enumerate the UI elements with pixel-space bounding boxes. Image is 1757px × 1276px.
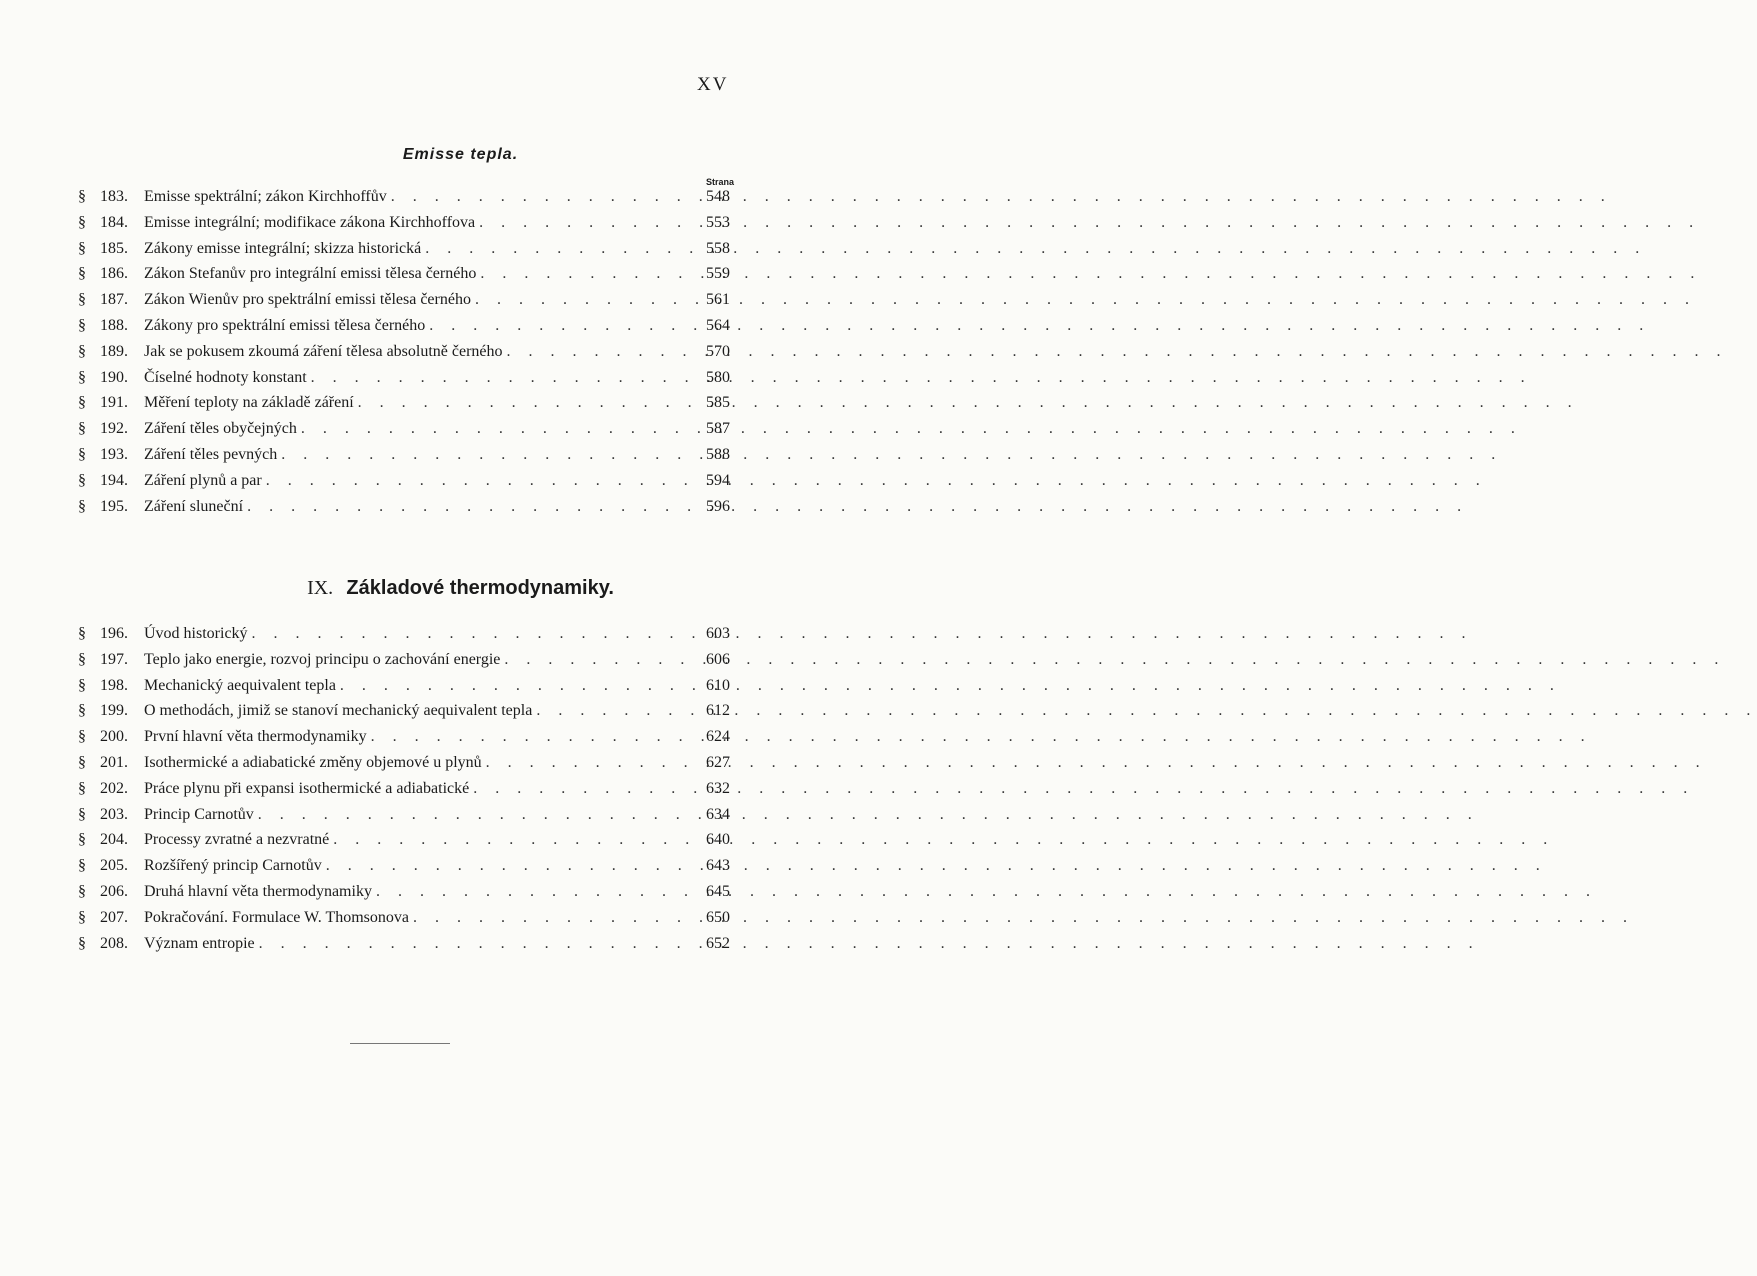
entry-page: 652	[706, 934, 730, 952]
toc-list-thermodynamika	[78, 625, 730, 960]
section-num: 203.	[100, 805, 128, 823]
section-sign: §	[78, 934, 86, 952]
dot-leader	[301, 420, 692, 438]
entry-title: Jak se pokusem zkoumá záření tělesa absolutně černého	[144, 342, 503, 360]
entry-title: Záření těles obyčejných	[144, 420, 297, 438]
section-number	[78, 240, 144, 258]
section-number	[78, 291, 144, 309]
section-number	[78, 857, 144, 875]
entry-title: O methodách, jimiž se stanoví mechanický aequivalent tepla	[144, 702, 533, 720]
entry-page: 564	[706, 316, 730, 334]
dot-leader	[247, 498, 692, 516]
entry-page: 585	[706, 394, 730, 412]
section-sign: §	[78, 291, 86, 309]
entry-title: Zákon Wienův pro spektrální emissi tělesa černého	[144, 291, 471, 309]
dot-leader	[475, 291, 692, 309]
entry-title: Zákon Stefanův pro integrální emissi tělesa černého	[144, 265, 477, 283]
entry-page: 643	[706, 857, 730, 875]
section-sign: §	[78, 394, 86, 412]
section-num: 190.	[100, 368, 128, 386]
section-num: 184.	[100, 213, 128, 231]
section-sign: §	[78, 728, 86, 746]
entry-title: Emisse spektrální; zákon Kirchhoffův	[144, 188, 387, 205]
section-num: 189.	[100, 342, 128, 360]
entry-page: 594	[706, 471, 730, 489]
toc-entry	[78, 446, 730, 472]
entry-page: 558	[706, 239, 730, 257]
section-num: 188.	[100, 316, 128, 334]
section-sign: §	[78, 650, 86, 668]
entry-page: 570	[706, 342, 730, 360]
entry-page: 612	[706, 702, 730, 720]
entry-title: První hlavní věta thermodynamiky	[144, 728, 367, 746]
dot-leader	[259, 935, 692, 953]
section-num: 201.	[100, 753, 128, 771]
entry-page: 580	[706, 368, 730, 386]
dot-leader	[473, 780, 692, 798]
toc-entry	[78, 420, 730, 446]
entry-page: 640	[706, 831, 730, 849]
toc-entry	[78, 702, 730, 728]
toc-entry	[78, 857, 730, 883]
section-num: 199.	[100, 702, 128, 720]
section-number	[78, 420, 144, 438]
chapter-numeral: IX.	[307, 577, 334, 599]
dot-leader	[504, 651, 692, 669]
toc-entry	[78, 831, 730, 857]
toc-entry	[78, 214, 730, 240]
section-title-thermodynamika	[0, 575, 871, 600]
dot-leader	[507, 343, 692, 361]
entry-title: Teplo jako energie, rozvoj principu o zachování energie	[144, 650, 501, 668]
entry-page: 610	[706, 676, 730, 694]
section-sign: §	[78, 779, 86, 797]
toc-entry	[78, 188, 730, 214]
section-num: 207.	[100, 908, 128, 926]
section-num: 197.	[100, 650, 128, 668]
entry-title: Záření plynů a par	[144, 471, 262, 489]
entry-page: 624	[706, 728, 730, 746]
entry-page: 596	[706, 497, 730, 515]
dot-leader	[340, 677, 692, 695]
section-sign: §	[78, 702, 86, 720]
entry-page: 634	[706, 805, 730, 823]
toc-entry	[78, 472, 730, 498]
section-sign: §	[78, 805, 86, 823]
entry-title: Zákony pro spektrální emissi tělesa černého	[144, 316, 426, 334]
toc-entry	[78, 754, 730, 780]
section-number	[78, 883, 144, 901]
section-sign: §	[78, 676, 86, 694]
section-num: 205.	[100, 857, 128, 875]
section-number	[78, 498, 144, 516]
section-sign: §	[78, 471, 86, 489]
toc-entry	[78, 291, 730, 317]
toc-entry	[78, 343, 730, 369]
section-number	[78, 831, 144, 849]
entry-title: Záření sluneční	[144, 497, 244, 515]
entry-title: Práce plynu při expansi isothermické a adiabatické	[144, 779, 470, 797]
toc-entry	[78, 369, 730, 395]
section-number	[78, 317, 144, 335]
entry-title: Isothermické a adiabatické změny objemové u plynů	[144, 753, 482, 771]
entry-title: Úvod historický	[144, 625, 248, 642]
section-number	[78, 369, 144, 387]
section-num: 193.	[100, 445, 128, 463]
entry-page: 627	[706, 753, 730, 771]
chapter-title: Základové thermodynamiky.	[346, 577, 614, 599]
section-sign: §	[78, 188, 86, 205]
section-number	[78, 188, 144, 206]
section-sign: §	[78, 857, 86, 875]
section-sign: §	[78, 497, 86, 515]
toc-entry	[78, 806, 730, 832]
section-sign: §	[78, 265, 86, 283]
toc-entry	[78, 240, 730, 266]
section-number	[78, 909, 144, 927]
section-sign: §	[78, 882, 86, 900]
section-num: 185.	[100, 239, 128, 257]
toc-entry	[78, 498, 730, 524]
section-sign: §	[78, 625, 86, 642]
entry-title: Emisse integrální; modifikace zákona Kirchhoffova	[144, 213, 476, 231]
section-number	[78, 446, 144, 464]
section-title-emisse-tepla: Emisse tepla.	[402, 146, 519, 163]
section-number	[78, 394, 144, 412]
entry-title: Princip Carnotův	[144, 805, 254, 823]
dot-leader	[266, 472, 692, 490]
dot-leader	[413, 909, 692, 927]
dot-leader	[486, 754, 692, 772]
section-num: 200.	[100, 728, 128, 746]
section-number	[78, 472, 144, 490]
entry-title: Processy zvratné a nezvratné	[144, 831, 330, 849]
dot-leader	[358, 394, 692, 412]
section-sign: §	[78, 908, 86, 926]
entry-title: Zákony emisse integrální; skizza historická	[144, 239, 422, 257]
section-num: 194.	[100, 471, 128, 489]
section-num: 195.	[100, 497, 128, 515]
section-number	[78, 806, 144, 824]
section-number	[78, 935, 144, 953]
entry-page: 650	[706, 908, 730, 926]
toc-entry	[78, 677, 730, 703]
entry-page: 561	[706, 291, 730, 309]
toc-entry	[78, 394, 730, 420]
section-number	[78, 265, 144, 283]
dot-leader	[536, 702, 692, 720]
dot-leader	[376, 883, 692, 901]
entry-page: 645	[706, 882, 730, 900]
entry-page: 632	[706, 779, 730, 797]
section-sign: §	[78, 368, 86, 386]
dot-leader	[281, 446, 692, 464]
section-number	[78, 343, 144, 361]
entry-page: 553	[706, 213, 730, 231]
toc-entry	[78, 651, 730, 677]
dot-leader	[425, 240, 692, 258]
section-num: 208.	[100, 934, 128, 952]
section-number	[78, 728, 144, 746]
entry-page: 606	[706, 650, 730, 668]
section-number	[78, 677, 144, 695]
section-number	[78, 214, 144, 232]
section-sign: §	[78, 753, 86, 771]
entry-page: 548	[706, 188, 730, 205]
section-sign: §	[78, 342, 86, 360]
end-rule-divider	[350, 1043, 450, 1044]
section-number	[78, 702, 144, 720]
entry-title: Mechanický aequivalent tepla	[144, 676, 336, 694]
toc-entry	[78, 317, 730, 343]
section-sign: §	[78, 420, 86, 438]
section-num: 206.	[100, 882, 128, 900]
section-sign: §	[78, 316, 86, 334]
entry-page: 603	[706, 625, 730, 642]
toc-entry	[78, 909, 730, 935]
entry-title: Záření těles pevných	[144, 445, 278, 463]
entry-title: Pokračování. Formulace W. Thomsonova	[144, 908, 409, 926]
dot-leader	[326, 857, 692, 875]
toc-entry	[78, 625, 730, 651]
toc-entry	[78, 883, 730, 909]
dot-leader	[480, 265, 692, 283]
dot-leader	[333, 831, 692, 849]
entry-title: Měření teploty na základě záření	[144, 394, 354, 412]
entry-title: Rozšířený princip Carnotův	[144, 857, 322, 875]
section-num: 202.	[100, 779, 128, 797]
section-num: 183.	[100, 188, 128, 205]
page-column-header: Strana	[705, 177, 734, 187]
dot-leader	[252, 625, 692, 643]
section-sign: §	[78, 445, 86, 463]
dot-leader	[391, 188, 692, 206]
section-sign: §	[78, 239, 86, 257]
section-sign: §	[78, 213, 86, 231]
toc-entry	[78, 935, 730, 961]
section-number	[78, 754, 144, 772]
entry-title: Číselné hodnoty konstant	[144, 368, 307, 386]
entry-page: 588	[706, 445, 730, 463]
section-num: 186.	[100, 265, 128, 283]
section-num: 187.	[100, 291, 128, 309]
section-number	[78, 651, 144, 669]
dot-leader	[311, 369, 692, 387]
dot-leader	[258, 806, 692, 824]
dot-leader	[429, 317, 692, 335]
section-number	[78, 780, 144, 798]
toc-entry	[78, 728, 730, 754]
toc-list-emisse-tepla	[78, 188, 730, 523]
page-number: XV	[697, 74, 729, 95]
section-number	[78, 625, 144, 643]
toc-entry	[78, 265, 730, 291]
entry-page: 587	[706, 420, 730, 438]
section-sign: §	[78, 831, 86, 849]
section-num: 204.	[100, 831, 128, 849]
section-num: 196.	[100, 625, 128, 642]
section-num: 192.	[100, 420, 128, 438]
section-num: 191.	[100, 394, 128, 412]
section-num: 198.	[100, 676, 128, 694]
toc-entry	[78, 780, 730, 806]
dot-leader	[371, 728, 692, 746]
dot-leader	[479, 214, 692, 232]
entry-title: Význam entropie	[144, 934, 255, 952]
entry-title: Druhá hlavní věta thermodynamiky	[144, 882, 372, 900]
entry-page: 559	[706, 265, 730, 283]
